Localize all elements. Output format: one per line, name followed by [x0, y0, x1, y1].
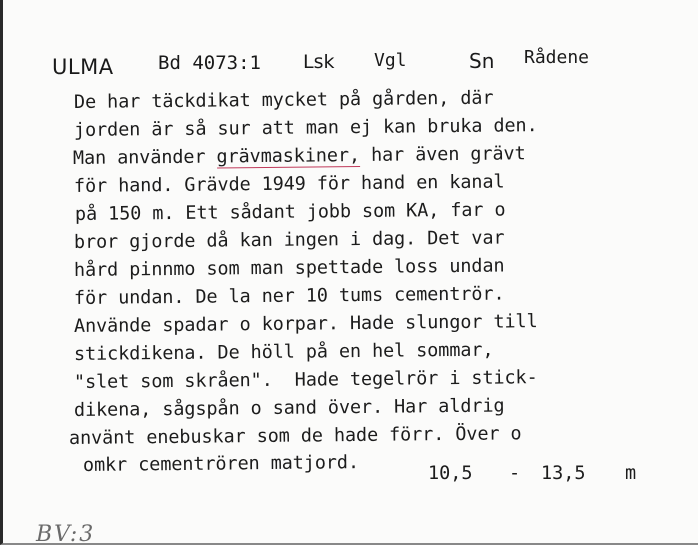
measure-to: 13,5: [541, 463, 586, 484]
text-line-12: dikena, sågspån o sand över. Har aldrig: [73, 395, 505, 421]
landskap-value: Vgl: [374, 50, 407, 71]
measure-unit: m: [625, 463, 637, 484]
text-line-13: använt enebuskar som de hade förr. Över o: [68, 423, 522, 449]
text-line-5: på 150 m. Ett sådant jobb som KA, far o: [74, 199, 506, 225]
text-line-10: stickdikena. De höll på en hel sommar,: [73, 339, 494, 365]
measure-dash: -: [509, 463, 521, 484]
landskap-label: Lsk: [303, 51, 335, 73]
text-line-6: bror gjorde då kan ingen i dag. Det var: [73, 227, 505, 253]
text-line-3-suffix: har även grävt: [359, 143, 526, 166]
underlined-word: grävmaskiner,: [216, 144, 361, 168]
socken-label: Sn: [469, 49, 495, 73]
text-line-3-prefix: Man använder: [72, 146, 217, 169]
archive-code: ULMA: [52, 55, 114, 79]
text-line-9: Använde spadar o korpar. Hade slungor till: [73, 311, 538, 337]
text-line-3: [73, 143, 526, 169]
card-body: [3, 0, 698, 545]
text-line-1: De har täckdikat mycket på gården, där: [73, 87, 494, 113]
signum: Bd 4073:1: [158, 52, 261, 74]
text-line-14: omkr cementrören matjord.: [82, 452, 360, 476]
measure-from: 10,5: [428, 463, 473, 484]
socken-value: Rådene: [524, 47, 590, 68]
text-line-8: för undan. De la ner 10 tums cementrör.: [73, 283, 505, 309]
text-line-4: för hand. Grävde 1949 för hand en kanal: [73, 171, 505, 197]
pencil-note: BV:3: [36, 522, 96, 547]
text-line-2: jorden är så sur att man ej kan bruka den.: [73, 115, 538, 141]
text-line-11: "slet som skråen". Hade tegelrör i stick-: [73, 367, 538, 393]
text-line-7: hård pinnmo som man spettade loss undan: [73, 255, 505, 281]
